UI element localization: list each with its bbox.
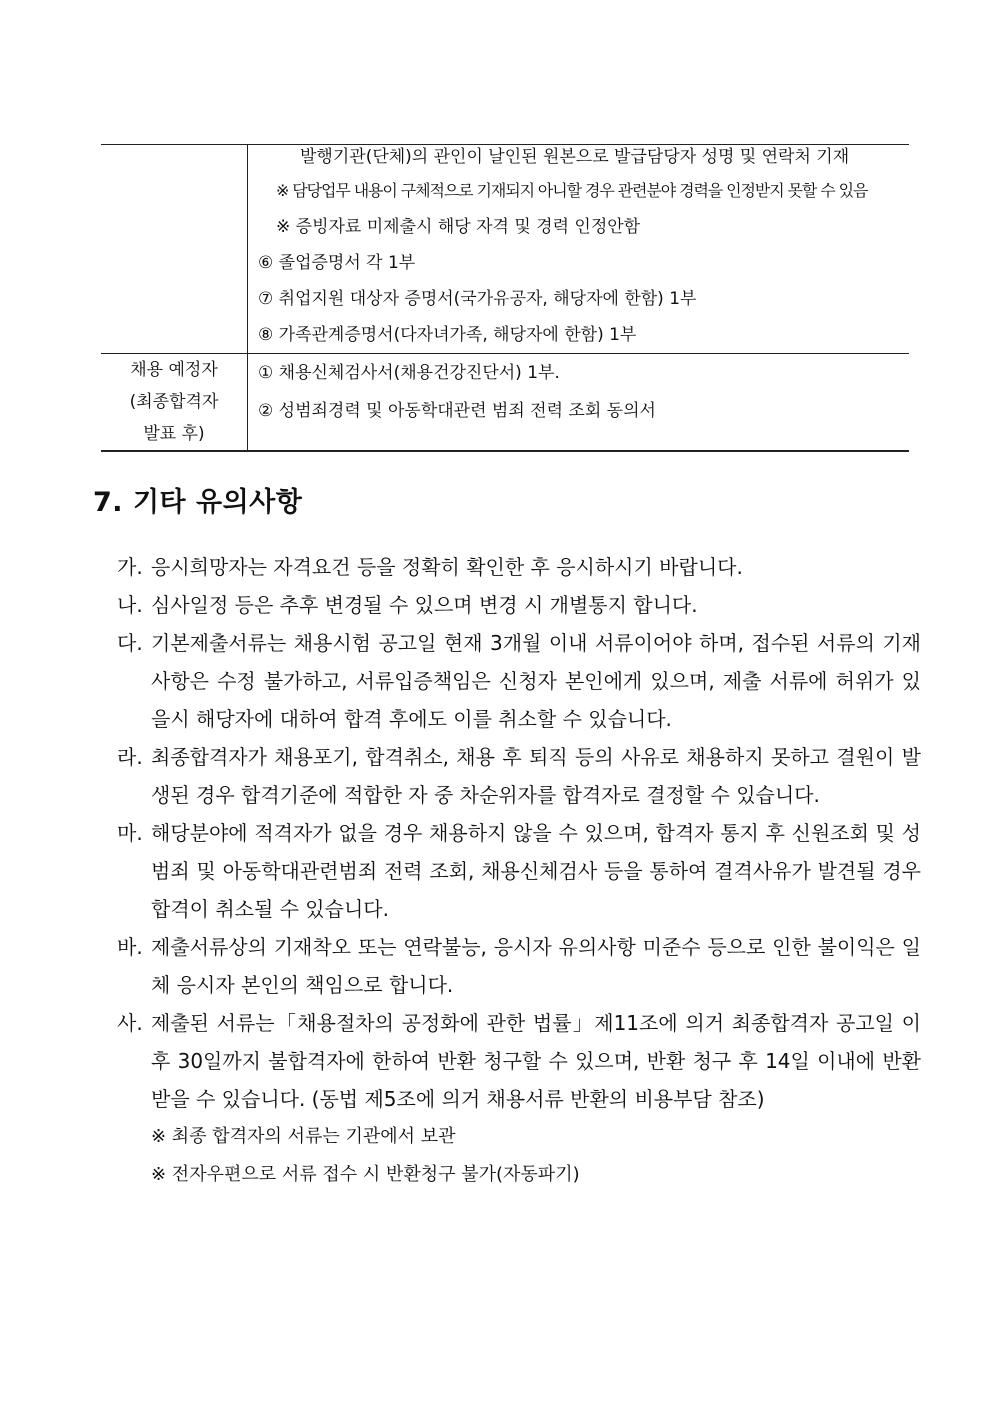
- list-item: [117, 586, 921, 624]
- row-label-line: 채용 예정자: [130, 360, 218, 380]
- list-marker: 나.: [117, 593, 143, 617]
- section-title: 7. 기타 유의사항: [93, 487, 303, 518]
- list-item: [117, 738, 921, 814]
- notes-list: [117, 548, 921, 1194]
- list-marker: 가.: [117, 555, 143, 579]
- row-label-line: 발표 후): [143, 424, 205, 444]
- table-content-cell: [248, 145, 910, 354]
- row-label-line: (최종합격자: [129, 392, 219, 412]
- list-item: [117, 548, 921, 586]
- list-text: 응시희망자는 자격요건 등을 정확히 확인한 후 응시하시기 바랍니다.: [151, 555, 743, 579]
- list-marker: 마.: [117, 821, 143, 845]
- table-content-cell: [248, 354, 910, 452]
- table-label-cell: [101, 145, 248, 354]
- list-text: 해당분야에 적격자가 없을 경우 채용하지 않을 수 있으며, 합격자 통지 후 신원조회 및 성범죄 및 아동학대관련범죄 전력 조회, 채용신체검사 등을 통하여 결격사유가 발견될 경우 합격이 취소될 수 있습니다.: [151, 821, 921, 921]
- table-line: 발행기관(단체)의 관인이 날인된 원본으로 발급담당자 성명 및 연락처 기재: [300, 147, 850, 167]
- table-line: ※ 증빙자료 미제출시 해당 자격 및 경력 인정안함: [276, 217, 641, 237]
- list-text: 심사일정 등은 추후 변경될 수 있으며 변경 시 개별통지 합니다.: [151, 593, 698, 617]
- list-text: 제출된 서류는「채용절차의 공정화에 관한 법률」제11조에 의거 최종합격자 공고일 이후 30일까지 불합격자에 한하여 반환 청구할 수 있으며, 반환 청구 후 14일 이내에 반환 받을 수 있습니다. (동법 제5조에 의거 채용서류 반환의 비용부담 참조): [151, 1011, 921, 1111]
- list-text: 최종합격자가 채용포기, 합격취소, 채용 후 퇴직 등의 사유로 채용하지 못하고 결원이 발생된 경우 합격기준에 적합한 자 중 차순위자를 합격자로 결정할 수 있습니다.: [151, 745, 921, 807]
- list-text: 제출서류상의 기재착오 또는 연락불능, 응시자 유의사항 미준수 등으로 인한 불이익은 일체 응시자 본인의 책임으로 합니다.: [151, 935, 921, 997]
- list-marker: 바.: [117, 935, 143, 959]
- document-table: [101, 144, 909, 452]
- list-item: [117, 814, 921, 928]
- list-marker: 다.: [117, 631, 143, 655]
- table-line: ① 채용신체검사서(채용건강진단서) 1부.: [258, 363, 560, 383]
- table-line: ⑥ 졸업증명서 각 1부: [258, 253, 416, 273]
- table-line: ⑦ 취업지원 대상자 증명서(국가유공자, 해당자에 한함) 1부: [258, 289, 697, 309]
- table-line: ② 성범죄경력 및 아동학대관련 범죄 전력 조회 동의서: [258, 401, 656, 421]
- remark-note: ※ 최종 합격자의 서류는 기관에서 보관: [151, 1126, 456, 1147]
- table-line: ⑧ 가족관계증명서(다자녀가족, 해당자에 한함) 1부: [258, 325, 637, 345]
- table-line: ※ 담당업무 내용이 구체적으로 기재되지 아니할 경우 관련분야 경력을 인정받지 못할 수 있음: [276, 181, 868, 200]
- remark-note: ※ 전자우편으로 서류 접수 시 반환청구 불가(자동파기): [151, 1164, 580, 1185]
- list-item: [117, 928, 921, 1004]
- list-marker: 사.: [117, 1011, 143, 1035]
- list-marker: 라.: [117, 745, 143, 769]
- table-row: [101, 145, 909, 354]
- list-item: [117, 1004, 921, 1118]
- table-label-cell: [101, 354, 248, 452]
- list-item: [117, 624, 921, 738]
- list-text: 기본제출서류는 채용시험 공고일 현재 3개월 이내 서류이어야 하며, 접수된 서류의 기재사항은 수정 불가하고, 서류입증책임은 신청자 본인에게 있으며, 제출 서류에 허위가 있을시 해당자에 대하여 합격 후에도 이를 취소할 수 있습니다.: [151, 631, 921, 731]
- table-row: [101, 354, 909, 452]
